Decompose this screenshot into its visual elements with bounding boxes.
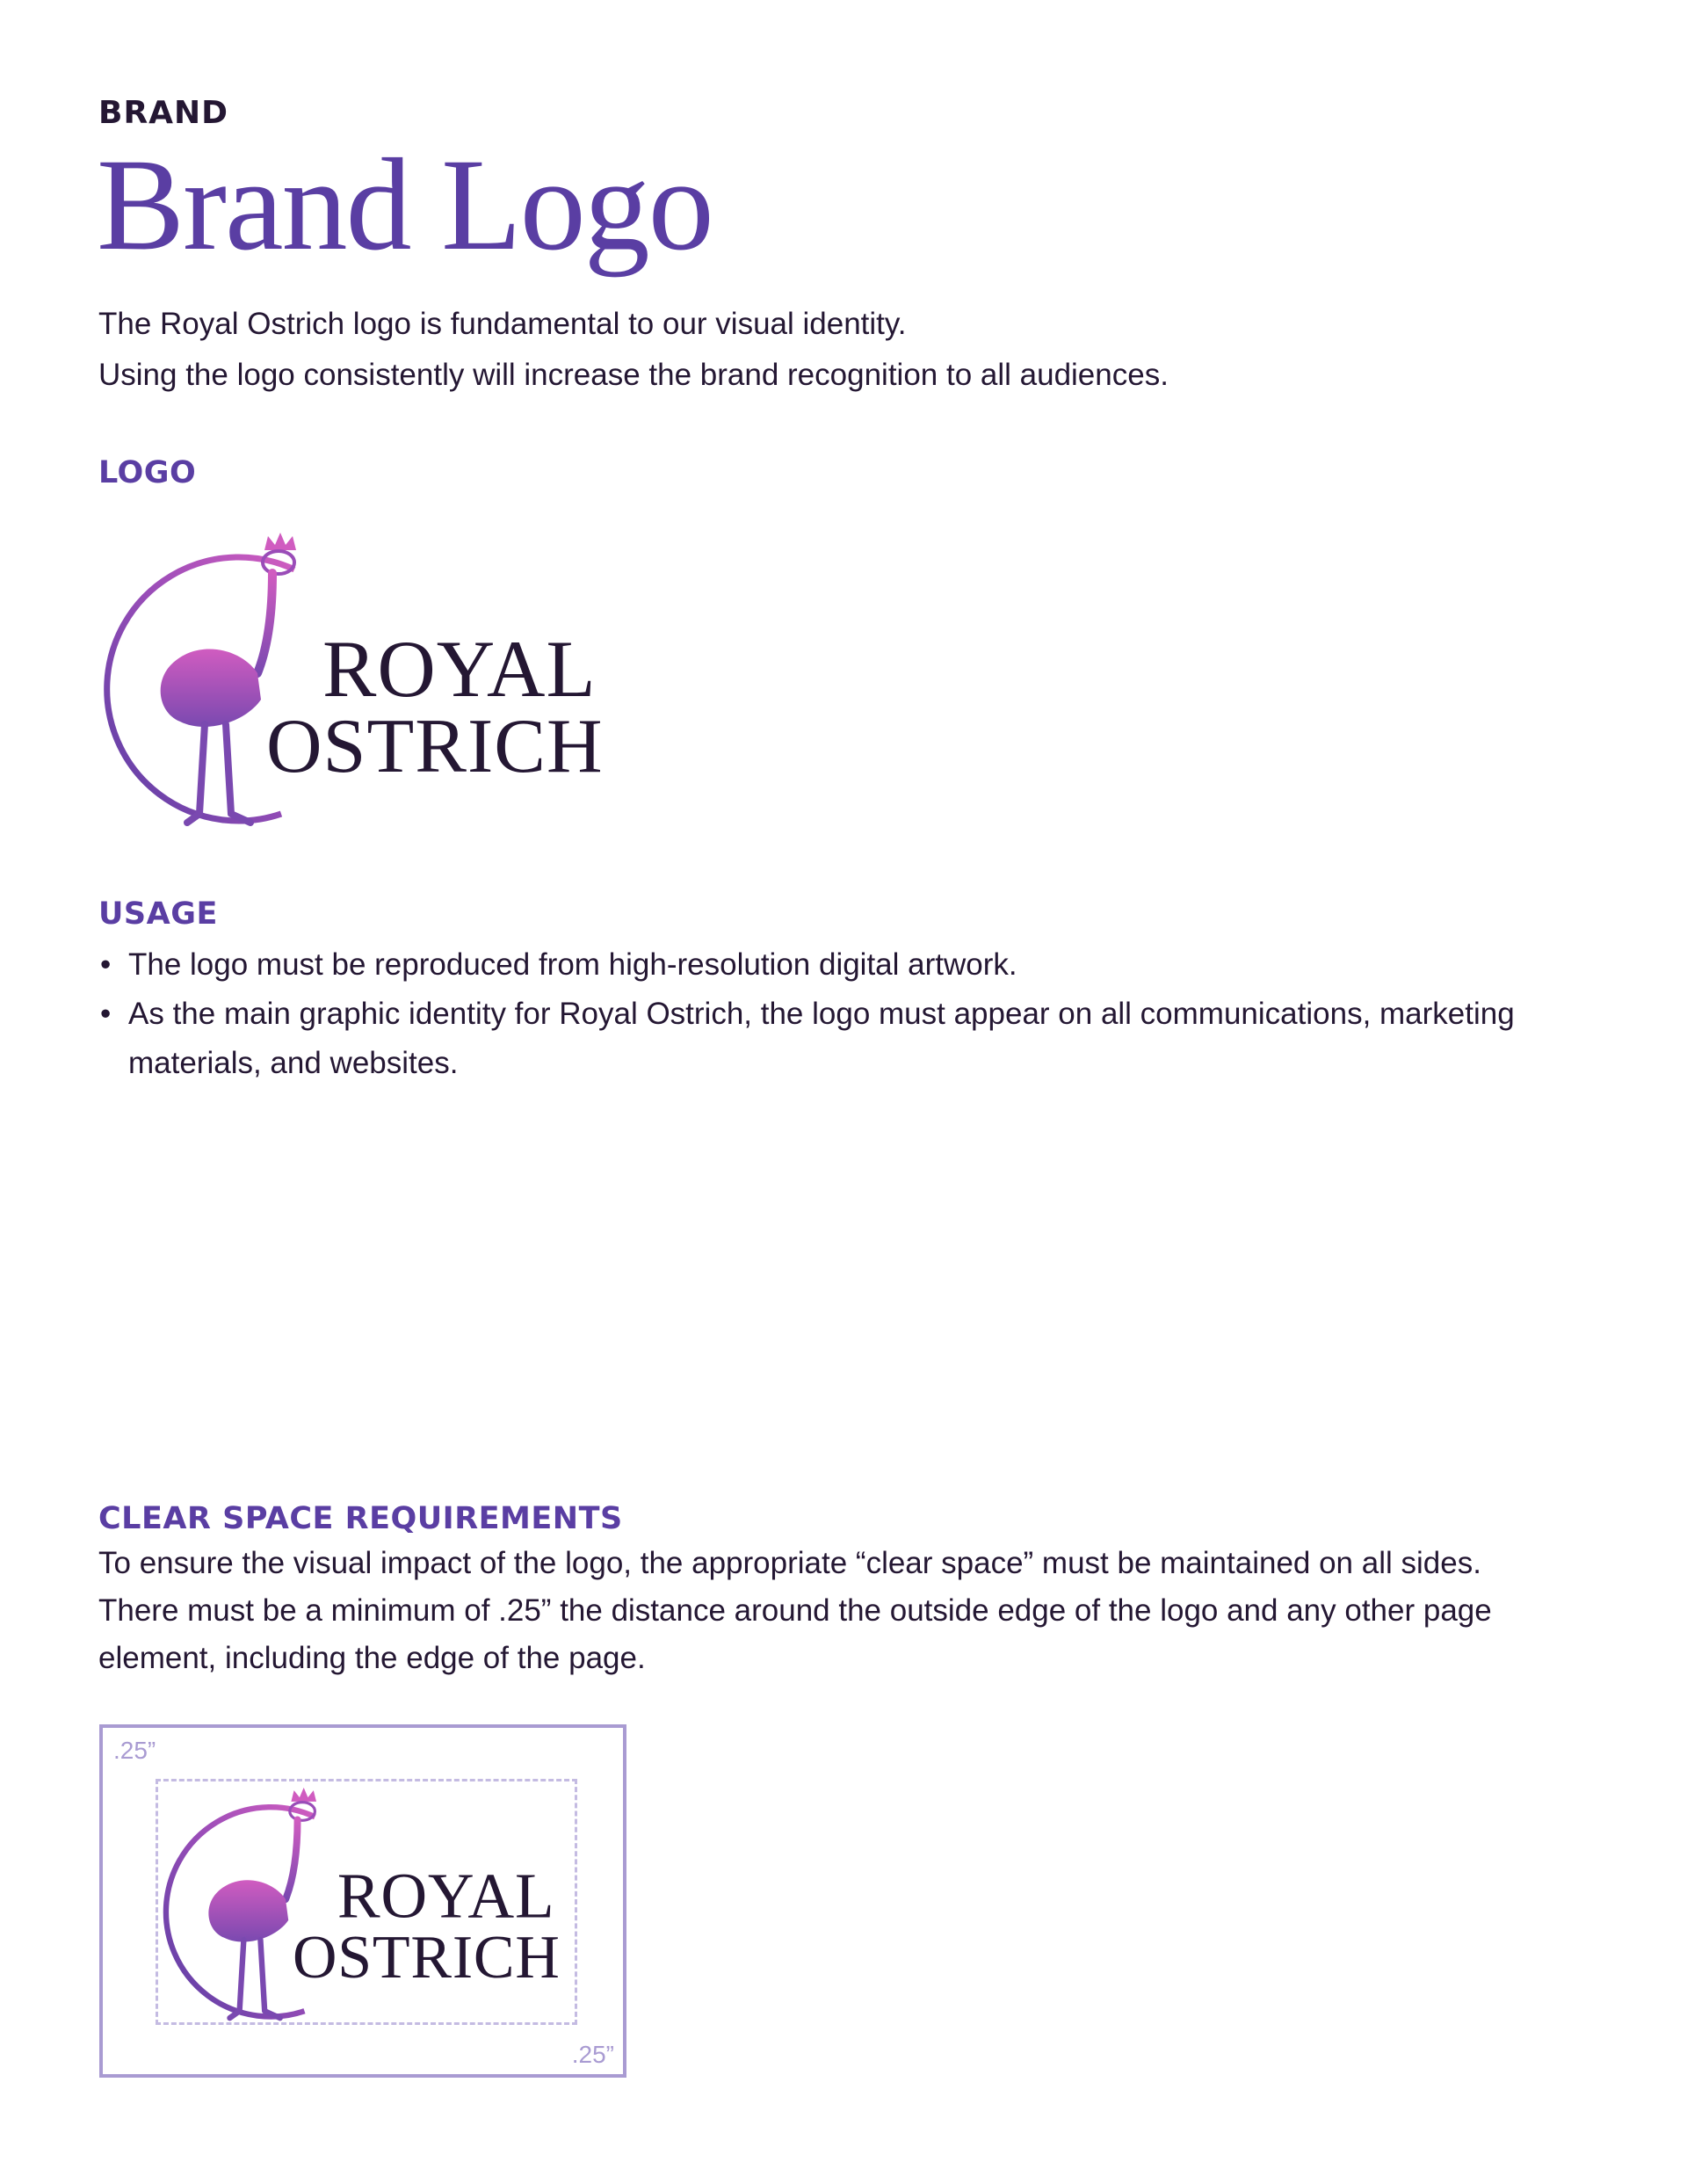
- clear-space-diagram: [99, 1724, 626, 2078]
- intro-line-2: Using the logo consistently will increase the brand recognition to all audiences.: [98, 358, 1169, 392]
- clear-space-line-1: To ensure the visual impact of the logo, the appropriate “clear space” must be maintained on all sides.: [98, 1546, 1481, 1580]
- bullet-icon: •: [100, 947, 112, 982]
- list-item: [98, 990, 1592, 1088]
- royal-ostrich-logo: [92, 524, 628, 845]
- list-item-text: The logo must be reproduced from high-resolution digital artwork.: [128, 947, 1017, 982]
- royal-ostrich-logo-small: [151, 1781, 583, 2035]
- logo-wordmark-royal: ROYAL: [337, 1860, 555, 1932]
- ostrich-body: [161, 649, 261, 726]
- measure-label-bottom: .25”: [571, 2041, 614, 2068]
- page-title: Brand Logo: [97, 132, 713, 278]
- ostrich-body: [208, 1880, 288, 1941]
- usage-list: [98, 940, 1592, 1088]
- crown-icon: [264, 533, 296, 550]
- eyebrow-label: BRAND: [98, 95, 229, 131]
- clear-space-text: [98, 1540, 1610, 1682]
- logo-wordmark-royal: ROYAL: [322, 624, 597, 714]
- clear-space-heading: CLEAR SPACE REQUIREMENTS: [98, 1501, 623, 1536]
- intro-line-1: The Royal Ostrich logo is fundamental to our visual identity.: [98, 307, 907, 341]
- ostrich-leg-right: [226, 724, 250, 823]
- ostrich-neck: [286, 1819, 298, 1899]
- clear-space-line-2: There must be a minimum of .25” the distance around the outside edge of the logo and any other page element, including the edge of the page.: [98, 1593, 1492, 1675]
- logo-wordmark-ostrich: OSTRICH: [266, 704, 604, 789]
- list-item: [98, 940, 1592, 990]
- logo-wordmark-ostrich: OSTRICH: [292, 1924, 561, 1992]
- measure-label-top: .25”: [113, 1737, 156, 1764]
- logo-section-heading: LOGO: [98, 455, 197, 490]
- crown-icon: [291, 1788, 316, 1802]
- list-item-text: As the main graphic identity for Royal Ostrich, the logo must appear on all communications, marketing materials, and websites.: [128, 997, 1515, 1080]
- ostrich-leg-right: [260, 1940, 279, 2018]
- intro-text: [98, 299, 1169, 401]
- ostrich-leg-left: [187, 724, 205, 823]
- usage-section-heading: USAGE: [98, 896, 218, 932]
- bullet-icon: •: [100, 997, 112, 1031]
- ostrich-neck: [257, 573, 272, 673]
